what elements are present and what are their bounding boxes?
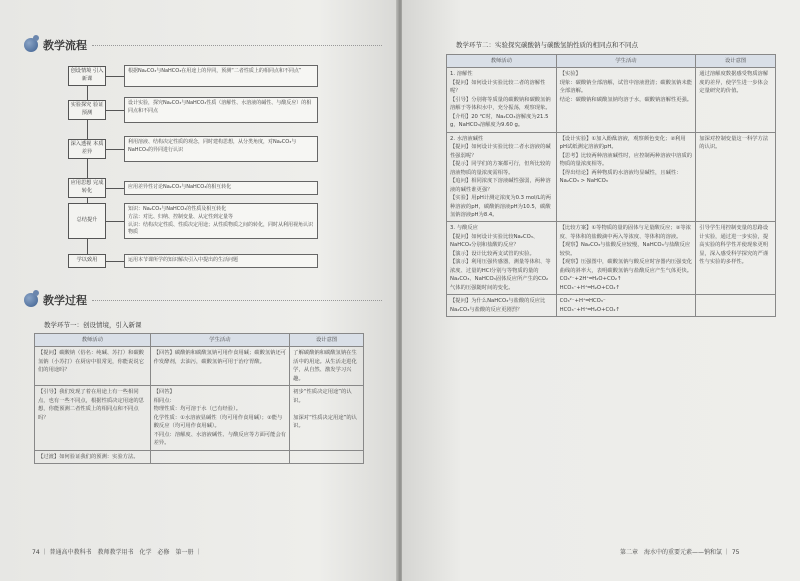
table-cell: 初步“性质决定用途”的认识。 加深对“性质决定用途”的认识。	[290, 386, 364, 450]
table-cell	[150, 450, 290, 463]
table-caption: 教学环节二：实验探究碳酸钠与碳酸氢钠性质的相同点和不同点	[456, 41, 638, 49]
flow-arrow	[87, 239, 88, 254]
table-cell: CO₃²⁻+H⁺═HCO₃⁻ HCO₃⁻+H⁺═H₂O+CO₂↑	[556, 295, 696, 317]
bubble-icon	[24, 293, 38, 307]
teaching-table-left	[34, 333, 364, 464]
connector-line	[106, 110, 124, 111]
connector-line	[106, 221, 124, 222]
table-row	[447, 68, 776, 132]
flow-arrow	[87, 120, 88, 139]
table-cell: 【设计实验】①加入酚酞溶液，观察颜色变化；②利用pH试纸测定溶液的pH。 【思考】比较两种溶液碱性时，应控制两种溶液中溶质的物质的量浓度相等。 【得出结论】两种物质的水溶液均显碱性，且碱性：Na₂CO₃ > NaHCO₃	[556, 132, 696, 222]
left-page	[0, 0, 398, 581]
section-title: 教学过程	[43, 294, 87, 307]
table-cell: 1. 溶解性 【提问】如何设计实验比较二者的溶解性呢？ 【引导】分别将等质量的碳酸钠和碳酸氢钠溶解于等体积水中，充分振荡，观察现象。 【介绍】20 ℃时，Na₂CO₃溶解度为21.5 g，NaHCO₃溶解度为9.60 g。	[447, 68, 557, 132]
flow-arrow	[87, 159, 88, 178]
flow-step: 创设情境 引入新课	[68, 66, 106, 86]
connector-line	[106, 76, 124, 77]
table-cell	[696, 295, 776, 317]
table-row	[447, 222, 776, 295]
page-footer: 第二章 海水中的重要元素——钠和氯 ｜ 75	[620, 549, 740, 556]
column-header: 设计意图	[290, 334, 364, 347]
table-cell: 【提问】碳酸钠（俗名：纯碱、苏打）和碳酸氢钠（小苏打）在厨房中很常见，你能说说它们的用途吗？	[35, 347, 151, 386]
table-cell: 通过溶解度数据感受物质溶解度的差异，使学生进一步体会定量研究的价值。	[696, 68, 776, 132]
flow-step: 学以致用	[68, 254, 106, 268]
table-cell: 加深对控制变量这一科学方法的认识。	[696, 132, 776, 222]
connector-line	[106, 188, 124, 189]
flow-description: 知识：Na₂CO₃与NaHCO₃的性质及相互转化 方法：对比、归纳、控制变量、从定性到定量等 认识：结构决定性质、性质决定用途；从性质物质之间的转化，同时从利用视角认识物质	[124, 203, 318, 239]
section-heading-flow	[24, 37, 382, 53]
teaching-table-right	[446, 54, 776, 317]
flow-step: 总结提升	[68, 203, 106, 239]
table-row	[35, 386, 364, 450]
table-caption: 教学环节一：创设情境，引入新课	[44, 321, 142, 329]
table-cell: 【实验】 现象：碳酸钠全部溶解，试管中溶液澄清；碳酸氢钠未能全部溶解。 结论：碳酸钠和碳酸氢钠均溶于水，碳酸钠溶解性更强。	[556, 68, 696, 132]
flow-description: 设计实验，探究Na₂CO₃与NaHCO₃性质（溶解性、水溶液的碱性、与酸反应）的相同点和不同点	[124, 97, 318, 123]
column-header: 设计意图	[696, 55, 776, 68]
flow-arrow	[87, 86, 88, 100]
bubble-icon	[24, 38, 38, 52]
table-cell: 【引导】我们发现了着在用途上有一些相同点，也有一些不同点，根据性质决定用途的思想，你能预测二者性质上的相同点和不同点吗？	[35, 386, 151, 450]
table-row	[35, 450, 364, 463]
table-cell: 2. 水溶液碱性 【提问】如何设计实验比较二者水溶液的碱性强弱呢？ 【提示】同学们的方案都可行，但所比较的溶液物质的量浓度需相等。 【追问】相同浓度下溶液碱性强弱，两种溶液的碱性谁更强？ 【实验】用pH计测定浓度为0.3 mol/L的两种溶液的pH，碳酸钠溶液pH为10.5，碳酸氢钠溶液pH为8.4。	[447, 132, 557, 222]
column-header: 学生活动	[556, 55, 696, 68]
table-cell	[290, 450, 364, 463]
page-footer: 74 ｜ 普通高中教科书 教师教学用书 化学 必修 第一册 ｜	[32, 549, 202, 556]
flow-description: 运用本节课所学的知识解决引入中提出的生活问题	[124, 254, 318, 268]
flow-description: 根据Na₂CO₃与NaHCO₃在用途上的异同，预测“二者性质上的相同点和不同点”	[124, 65, 318, 87]
table-cell: 【提问】为什么NaHCO₃与盐酸的反应比Na₂CO₃与盐酸的反应更剧烈？	[447, 295, 557, 317]
right-page	[402, 0, 800, 581]
flow-description: 利用溶液、结构决定性质的观念，同时建构思想，从分类角度，对Na₂CO₃与NaHCO₃的异同进行认识	[124, 136, 318, 162]
connector-line	[106, 149, 124, 150]
table-cell: 了解碳酸钠和碳酸氢钠在生活中的用途。从生活走进化学，从自然、激发学习兴趣。	[290, 347, 364, 386]
table-row	[35, 347, 364, 386]
table-cell: 3. 与酸反应 【提问】如何设计实验比较Na₂CO₃、NaHCO₃分别和盐酸的反应？ 【演示】设计比较两支试管的实验。 【演示】利用压强传感器，测量等体积、等浓度、过量的HCl分别与等物质的量的Na₂CO₃、NaHCO₃固体反应所产生的CO₂气体的压强随时间的变化。	[447, 222, 557, 295]
column-header: 教师活动	[35, 334, 151, 347]
column-header: 教师活动	[447, 55, 557, 68]
table-cell: 【回答】 相同点： 物理性质：均可溶于水（已有经验）。 化学性质：①水溶液显碱性（均可用作食用碱）；②能与酸反应（均可用作食用碱）。 不同点：溶解度、水溶液碱性、与酸反应等方面可能会有差异。	[150, 386, 290, 450]
section-heading-process	[24, 292, 382, 308]
table-row	[447, 295, 776, 317]
divider	[92, 300, 382, 301]
connector-line	[106, 261, 124, 262]
table-row	[447, 132, 776, 222]
flow-description: 应用差异性讨论Na₂CO₃与NaHCO₃的相互转化	[124, 181, 318, 195]
flow-step: 应用思想 完成转化	[68, 178, 106, 198]
table-cell: 【回答】碳酸钠和碳酸氢钠可用作食用碱；碳酸氢钠还可作发酵剂，去油污，碳酸氢钠可用于治疗胃酸。	[150, 347, 290, 386]
section-title: 教学流程	[43, 39, 87, 52]
table-cell: 【过渡】如何验证我们的预测：实验方法。	[35, 450, 151, 463]
table-cell: 【比较方案】①等物质的量的固体与足量酸反应；②等浓度、等体积的盐酸滴中两入等浓度、等体积的溶液。 【观察】Na₂CO₃与盐酸反应较慢，NaHCO₃与盐酸反应较快。 【观察】压强图中，碳酸氢钠与酸反应时容器内压强变化曲线的斜率大，表明碳酸氢钠与盐酸反应产生气体更快。 CO₃²⁻+2H⁺═H₂O+CO₂↑ HCO₃⁻+H⁺═H₂O+CO₂↑	[556, 222, 696, 295]
table-cell: 引导学生用控制变量的思路设计实验，通过进一步实验，提高实验的科学性并使现象更明显，深入感受科学探究的严谨性与实验的多样性。	[696, 222, 776, 295]
divider	[92, 45, 382, 46]
flow-step: 实验探究 验证预测	[68, 100, 106, 120]
flow-step: 深入透视 本质差异	[68, 139, 106, 159]
column-header: 学生活动	[150, 334, 290, 347]
